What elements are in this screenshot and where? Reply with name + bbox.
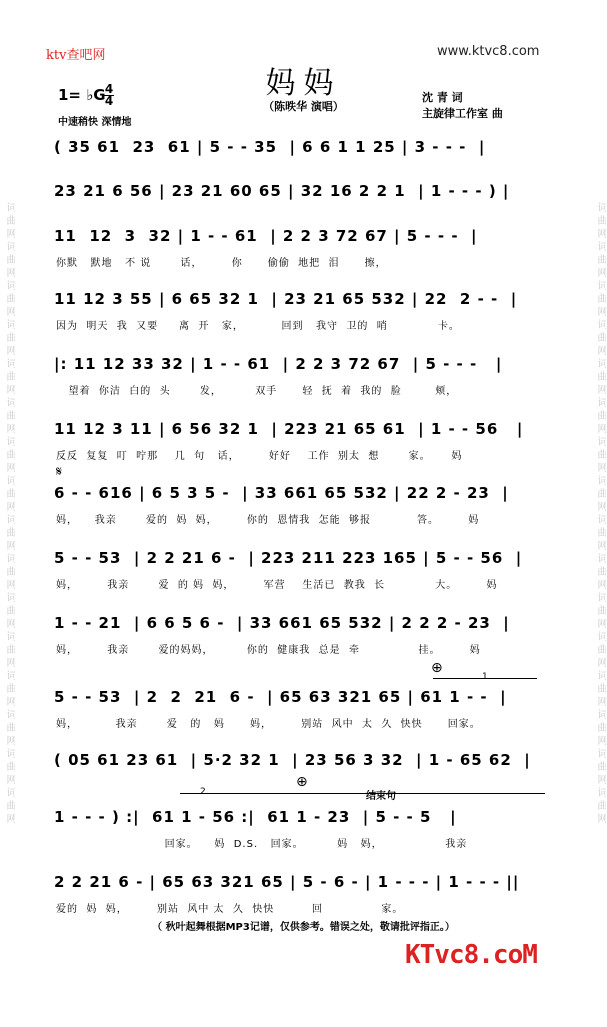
lyric-line: 回家。 妈 D.S. 回家。 妈 妈， 我亲 [56, 839, 468, 850]
notation-line: |: 11 12 33 32 | 1 - - 61 | 2 2 3 72 67 | 5 - - - | [54, 355, 503, 373]
song-title: 妈妈 [265, 66, 342, 101]
brand-logo [405, 940, 537, 970]
notation-line: 5 - - 53 | 2 2 21 6 - | 65 63 321 65 | 61 1 - - | [54, 688, 507, 706]
coda-icon-2: ⊕ [296, 774, 308, 790]
ending-one-label: 1 [482, 672, 488, 682]
coda-icon: ⊕ [431, 660, 443, 676]
notation-line: 1 - - 21 | 6 6 5 6 - | 33 661 65 532 | 2 2 2 - 23 | [54, 614, 510, 632]
lyric-line: 妈， 我亲 爱的妈妈， 你的 健康我 总是 牵 挂。 妈 [56, 645, 481, 656]
site-logo: ktv查吧网 [46, 48, 106, 63]
lyric-line: 反反 复复 叮 咛那 几 句 话， 好好 工作 别太 想 家。 妈 [56, 451, 463, 462]
notation-line: 11 12 3 11 | 6 56 32 1 | 223 21 65 61 | 1 - - 56 | [54, 420, 524, 438]
site-url: www.ktvc8.com [437, 44, 540, 59]
notation-line: 2 2 21 6 - | 65 63 321 65 | 5 - 6 - | 1 - - - | 1 - - - || [54, 873, 520, 891]
lyric-line: 妈， 我亲 爱 的 妈 妈， 别站 风中 太 久 快快 回家。 [56, 719, 481, 730]
composer-credit: 主旋律工作室 曲 [422, 107, 503, 120]
segno-icon: 𝄋 [56, 464, 63, 480]
end-phrase-bracket [305, 793, 545, 794]
end-phrase-label: 结束句 [366, 791, 396, 802]
key-signature: 1= ♭G [58, 86, 106, 104]
notation-line: 11 12 3 32 | 1 - - 61 | 2 2 3 72 67 | 5 - - - | [54, 227, 478, 245]
notation-line: 6 - - 616 | 6 5 3 5 - | 33 661 65 532 | 22 2 - 23 | [54, 484, 509, 502]
brand-logo-text: KTvc8.coM [405, 940, 537, 970]
tempo-marking: 中速稍快 深情地 [58, 117, 132, 128]
notation-line: 1 - - - ) :| 61 1 - 56 :| 61 1 - 23 | 5 - - 5 | [54, 808, 457, 826]
lyricist-credit: 沈 青 词 [422, 91, 463, 104]
notation-line: 5 - - 53 | 2 2 21 6 - | 223 211 223 165 | 5 - - 56 | [54, 549, 523, 567]
notation-line: ( 35 61 23 61 | 5 - - 35 | 6 6 1 1 25 | 3 - - - | [54, 138, 486, 156]
notation-line: 23 21 6 56 | 23 21 60 65 | 32 16 2 2 1 | 1 - - - ) | [54, 182, 510, 200]
lyric-line: 望着 你洁 白的 头 发， 双手 轻 抚 着 我的 脸 颊， [56, 386, 458, 397]
transcription-note: （ 秋叶起舞根据MP3记谱，仅供参考。错误之处，敬请批评指正。） [152, 922, 455, 933]
ending-two-label: 2 [200, 787, 206, 797]
lyric-line: 妈， 我亲 爱的 妈 妈， 你的 恩情我 怎能 够报 答。 妈 [56, 515, 480, 526]
notation-line: 11 12 3 55 | 6 65 32 1 | 23 21 65 532 | 22 2 - - | [54, 290, 518, 308]
time-signature [104, 84, 114, 107]
meter-top: 4 [104, 82, 114, 96]
notation-line: ( 05 61 23 61 | 5·2 32 1 | 23 56 3 32 | 1 - 65 62 | [54, 751, 531, 769]
left-watermark-strip: 词曲网词曲网词曲网词曲网词曲网词曲网词曲网词曲网词曲网词曲网词曲网词曲网词曲网词曲网词曲网词曲网 [4, 201, 15, 826]
lyric-line: 你默 默地 不 说 话， 你 偷偷 地把 泪 擦， [56, 258, 387, 269]
right-watermark-strip: 词曲网词曲网词曲网词曲网词曲网词曲网词曲网词曲网词曲网词曲网词曲网词曲网词曲网词曲网词曲网词曲网 [595, 201, 606, 826]
volta-bracket-two [180, 793, 305, 794]
lyric-line: 因为 明天 我 又要 离 开 家， 回到 我守 卫的 哨 卡。 [56, 321, 460, 332]
singer-credit: （陈昳华 演唱） [263, 100, 344, 113]
volta-bracket-one [433, 678, 537, 679]
lyric-line: 妈， 我亲 爱 的 妈 妈， 军营 生活已 教我 长 大。 妈 [56, 580, 498, 591]
meter-bottom: 4 [104, 94, 114, 108]
lyric-line: 爱的 妈 妈， 别站 风中 太 久 快快 回 家。 [56, 904, 404, 915]
